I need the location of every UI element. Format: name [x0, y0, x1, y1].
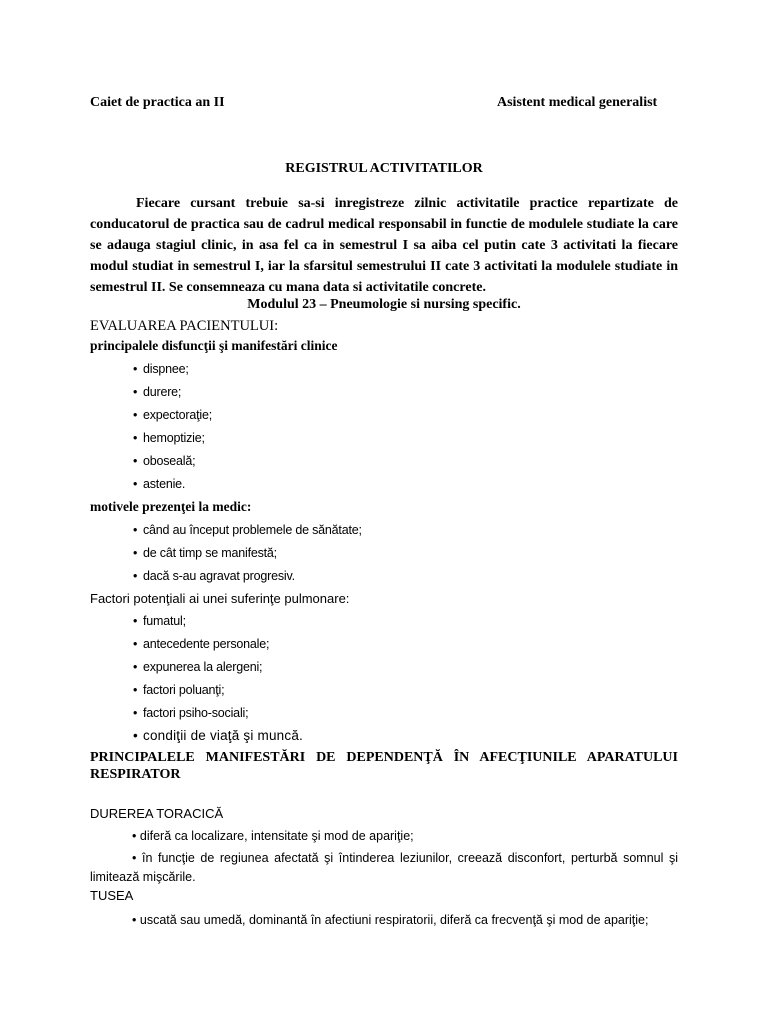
- page-title: REGISTRUL ACTIVITATILOR: [285, 161, 483, 176]
- list-item: [133, 637, 269, 651]
- dysfunctions-heading: [90, 338, 337, 354]
- list-item-text: factori psiho-sociali;: [143, 706, 249, 720]
- dependency-heading: PRINCIPALELE MANIFESTĂRI DE DEPENDENŢĂ ÎN AFECŢIUNILE APARATULUI: [90, 750, 678, 765]
- list-item-text: dacă s-au agravat progresiv.: [143, 569, 295, 583]
- bullet-icon: •: [133, 454, 138, 468]
- list-item: [133, 477, 185, 491]
- bullet-icon: •: [133, 706, 138, 720]
- list-item-text: expectoraţie;: [143, 408, 212, 422]
- list-item-text: oboseală;: [143, 454, 196, 468]
- bullet-icon: •: [133, 431, 138, 445]
- list-item: [133, 683, 224, 697]
- dependency-heading-line2: RESPIRATOR: [90, 767, 181, 782]
- chest-pain-item-text: în funcţie de regiunea afectată şi întinderea leziunilor, creează disconfort, perturbă somnul şi limitează mişcările.: [90, 851, 678, 884]
- list-item-text: de cât timp se manifestă;: [143, 546, 277, 560]
- list-item: [133, 385, 181, 399]
- bullet-icon: •: [133, 637, 138, 651]
- bullet-icon: •: [133, 660, 138, 674]
- bullet-icon: •: [133, 546, 138, 560]
- cough-heading-text: TUSEA: [90, 888, 134, 903]
- list-item-text: când au început problemele de sănătate;: [143, 523, 362, 537]
- bullet-icon: •: [133, 408, 138, 422]
- list-item: [133, 546, 277, 560]
- bullet-icon: •: [133, 569, 138, 583]
- list-item: [133, 706, 248, 720]
- list-item-text: expunerea la alergeni;: [143, 660, 263, 674]
- module-title: Modulul 23 – Pneumologie si nursing specific.: [247, 297, 521, 312]
- list-item: [133, 660, 262, 674]
- intro-paragraph: Fiecare cursant trebuie sa-si inregistreze zilnic activitatile practice repartizate de conducatorul de practica sau de cadrul medical responsabil in functie de modulele studiate la care se adauga stagiul clinic, in asa fel ca in semestrul I sa aiba cel putin cate 3 activitati la fiecare modul studiat in semestrul I, iar la sfarsitul semestrului II cate 3 activitati la modulele studiate in semestrul II. Se consemneaza cu mana data si activitatile concrete.: [90, 196, 678, 295]
- list-item: [133, 523, 362, 537]
- chest-pain-item: [90, 849, 678, 887]
- list-item-text: condiţii de viaţă şi muncă.: [143, 728, 303, 743]
- bullet-icon: •: [133, 614, 138, 628]
- list-item: [133, 431, 205, 445]
- bullet-icon: •: [133, 523, 138, 537]
- factors-heading: [90, 591, 349, 606]
- chest-pain-heading-text: DUREREA TORACICĂ: [90, 806, 224, 821]
- bullet-icon: •: [133, 385, 138, 399]
- list-item-text: fumatul;: [143, 614, 186, 628]
- dysfunctions-heading-text: principalele disfuncţii şi manifestări clinice: [90, 338, 338, 353]
- list-item-text: dispnee;: [143, 362, 189, 376]
- cough-item: [90, 911, 678, 930]
- chest-pain-heading: [90, 806, 223, 821]
- header-left: Caiet de practica an II: [90, 95, 225, 110]
- list-item: [133, 454, 195, 468]
- bullet-icon: •: [132, 851, 137, 865]
- list-item: [133, 362, 189, 376]
- list-item-text: durere;: [143, 385, 182, 399]
- evaluation-heading: EVALUAREA PACIENTULUI:: [90, 318, 279, 334]
- list-item-text: astenie.: [143, 477, 186, 491]
- list-item-text: antecedente personale;: [143, 637, 270, 651]
- cough-heading: [90, 888, 133, 903]
- bullet-icon: •: [132, 913, 137, 927]
- bullet-icon: •: [133, 477, 138, 491]
- bullet-icon: •: [133, 728, 138, 743]
- reasons-heading-text: motivele prezenţei la medic:: [90, 499, 252, 514]
- header-right: Asistent medical generalist: [497, 95, 658, 110]
- list-item-text: hemoptizie;: [143, 431, 205, 445]
- list-item: [133, 408, 212, 422]
- list-item: [133, 569, 295, 583]
- factors-heading-text: Factori potenţiali ai unei suferinţe pulmonare:: [90, 591, 350, 606]
- bullet-icon: •: [132, 829, 137, 843]
- reasons-heading: [90, 499, 251, 515]
- chest-pain-item-text: diferă ca localizare, intensitate şi mod de apariţie;: [139, 829, 414, 843]
- list-item: [133, 728, 303, 743]
- list-item: [133, 614, 186, 628]
- bullet-icon: •: [133, 362, 138, 376]
- list-item-text: factori poluanţi;: [143, 683, 225, 697]
- cough-item-text: uscată sau umedă, dominantă în afectiuni respiratorii, diferă ca frecvenţă şi mod de apariţie;: [139, 913, 649, 927]
- bullet-icon: •: [133, 683, 138, 697]
- chest-pain-item: [90, 827, 678, 846]
